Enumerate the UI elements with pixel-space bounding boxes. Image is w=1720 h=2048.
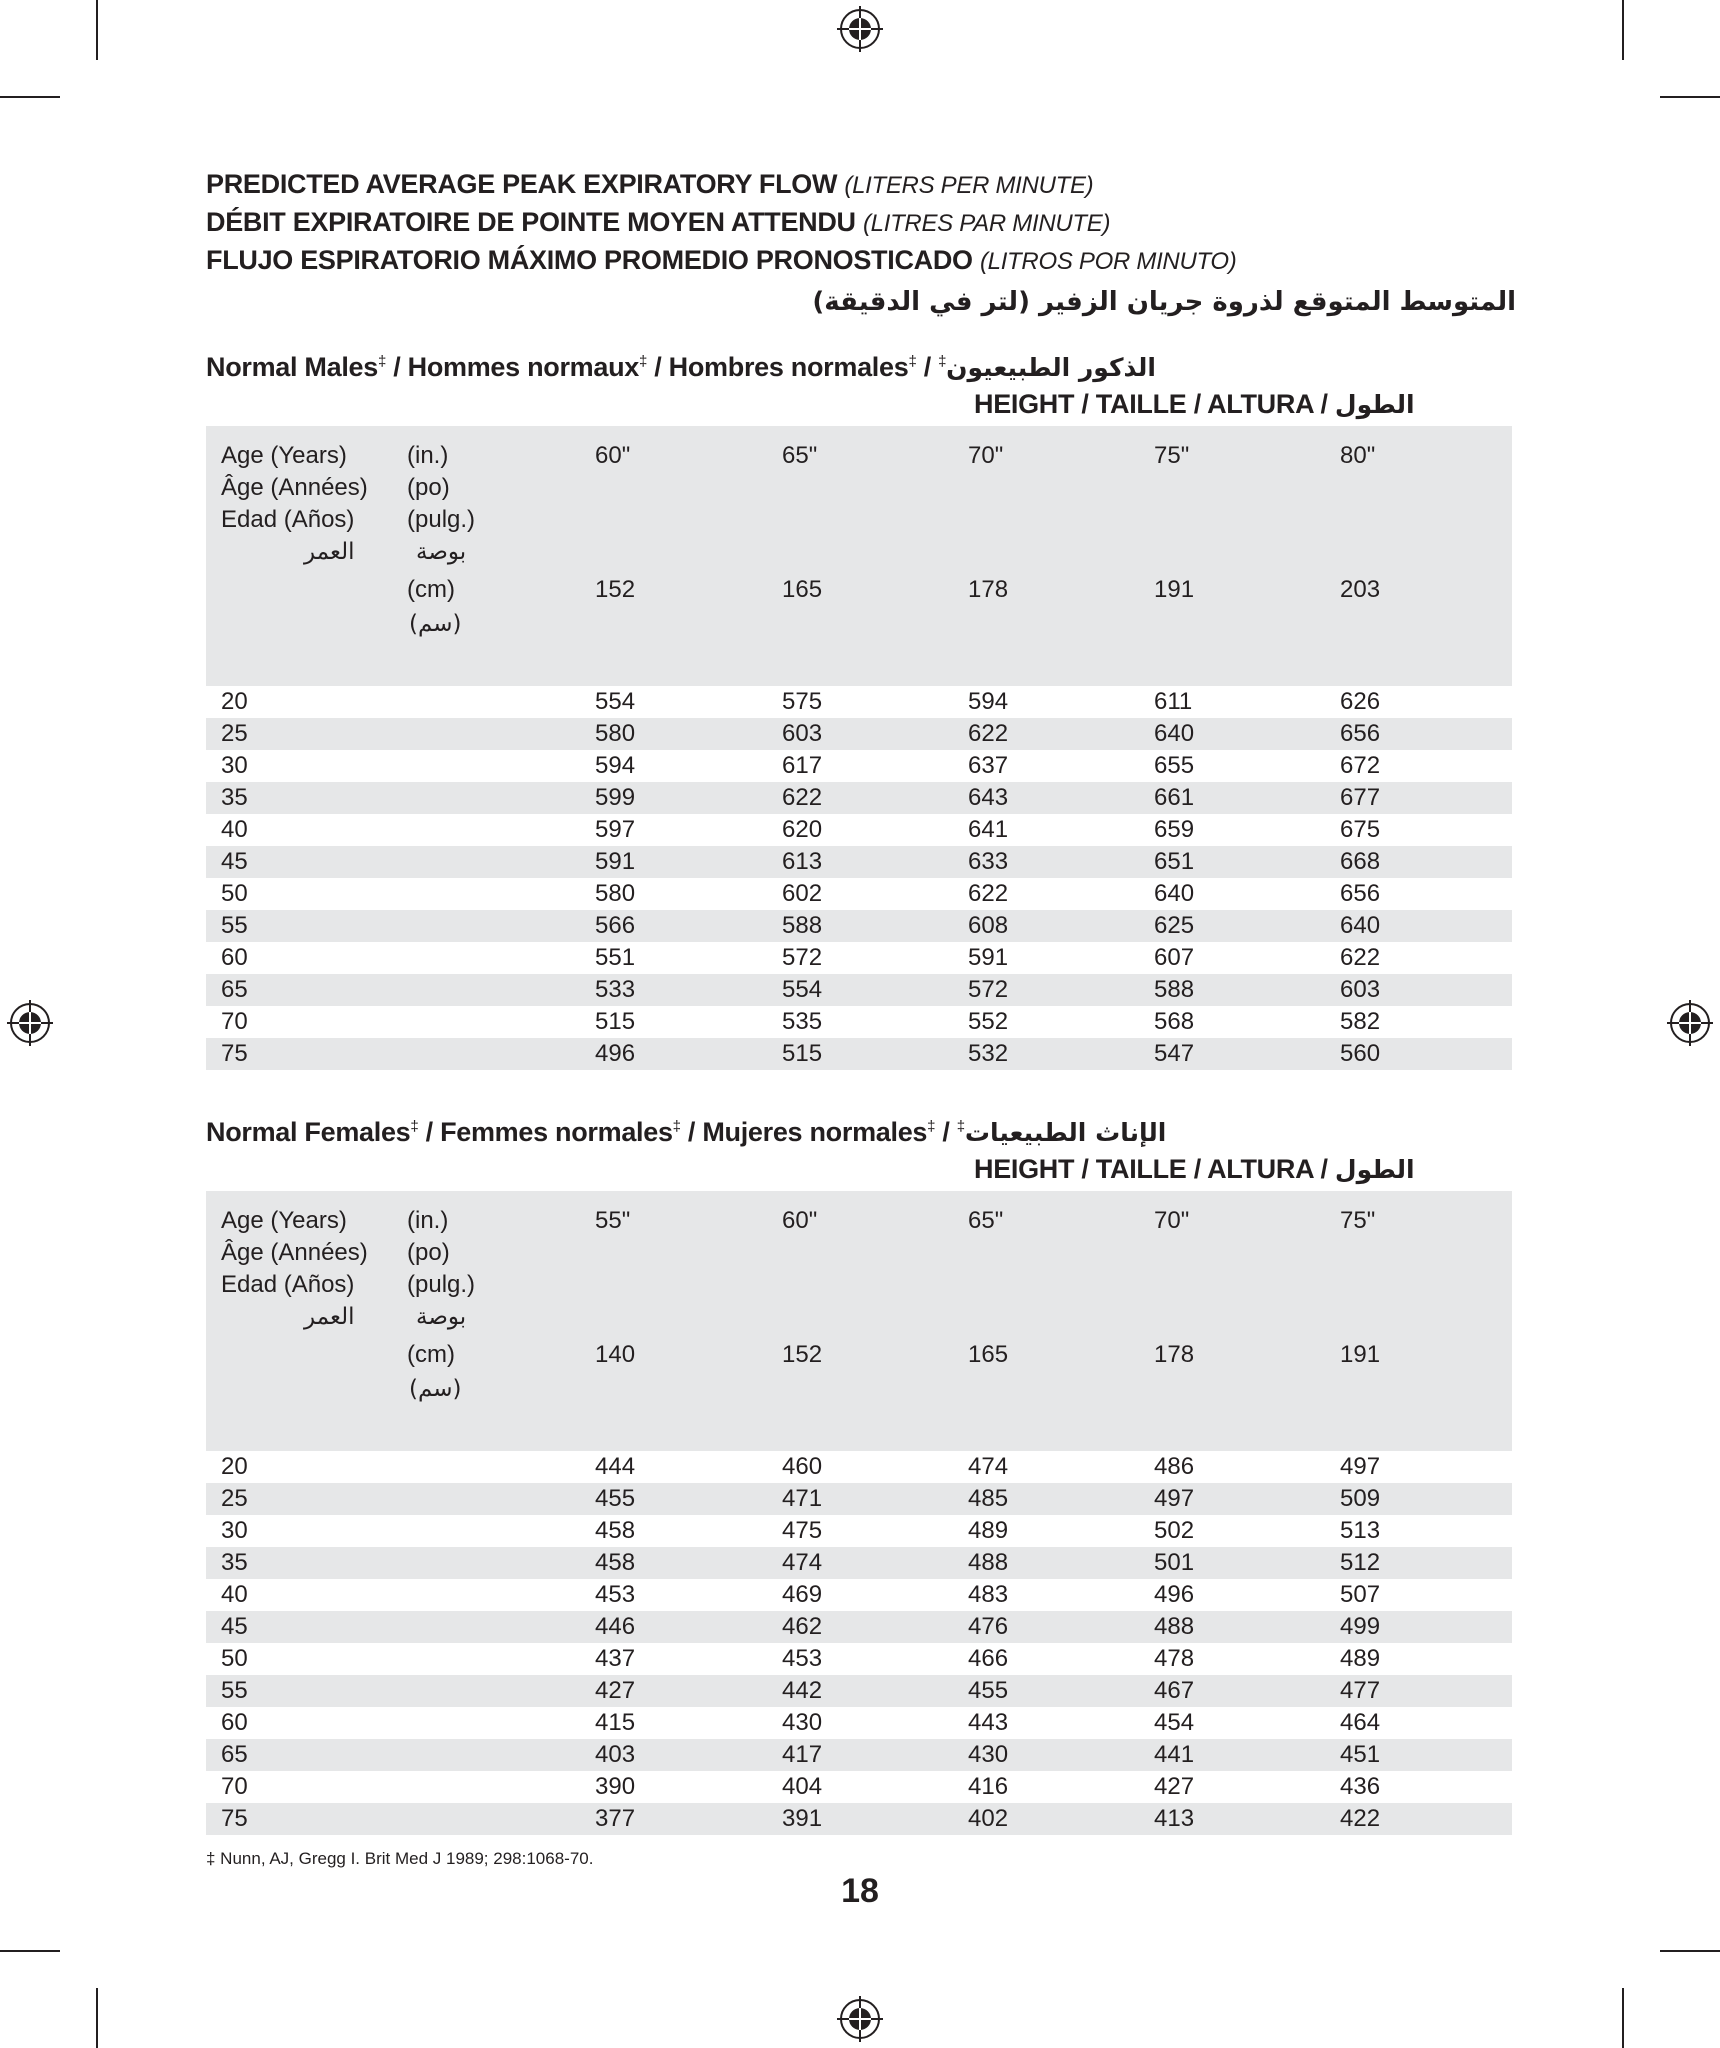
flow-value-cell: 568 [1154, 1008, 1195, 1035]
height-cm: 178 [1154, 1341, 1195, 1368]
flow-value-cell: 535 [782, 1008, 823, 1035]
flow-value-cell: 655 [1154, 752, 1195, 779]
age-cell: 75 [221, 1805, 248, 1832]
flow-value-cell: 474 [782, 1549, 823, 1576]
title-line-en: PREDICTED AVERAGE PEAK EXPIRATORY FLOW (LITERS PER MINUTE) [206, 169, 1094, 199]
flow-value-cell: 622 [1340, 944, 1381, 971]
flow-value-cell: 466 [968, 1645, 1009, 1672]
height-label-ar: الطول [1334, 390, 1415, 419]
flow-value-cell: 566 [595, 912, 636, 939]
table-row [206, 1643, 1512, 1675]
flow-value-cell: 668 [1340, 848, 1381, 875]
crop-mark [1660, 1950, 1720, 1952]
dagger: ‡ [938, 353, 947, 370]
age-cell: 60 [221, 1709, 248, 1736]
section-title: Normal Females‡ / Femmes normales‡ / Mujeres normales‡ / ‡الإناث الطبيعيات [206, 1117, 1167, 1147]
flow-value-cell: 464 [1340, 1709, 1381, 1736]
flow-value-cell: 474 [968, 1453, 1009, 1480]
dagger: ‡ [377, 353, 387, 370]
table-row [206, 1006, 1512, 1038]
table-row [206, 686, 1512, 718]
flow-value-cell: 496 [595, 1040, 636, 1067]
flow-value-cell: 515 [595, 1008, 636, 1035]
flow-value-cell: 651 [1154, 848, 1195, 875]
flow-value-cell: 560 [1340, 1040, 1381, 1067]
flow-value-cell: 402 [968, 1805, 1009, 1832]
flow-value-cell: 617 [782, 752, 823, 779]
unit-cm-label-ar: (سم) [409, 1376, 462, 1402]
table-header [206, 1191, 1512, 1451]
table-row [206, 1483, 1512, 1515]
table-row [206, 1451, 1512, 1483]
height-label-ar: الطول [1334, 1155, 1415, 1184]
age-label: Age (Years) [221, 1207, 347, 1234]
flow-value-cell: 489 [968, 1517, 1009, 1544]
unit-cm-label: (cm) [407, 576, 455, 603]
flow-value-cell: 496 [1154, 1581, 1195, 1608]
registration-mark-icon [837, 1996, 883, 2042]
unit-cm-label-ar: (سم) [409, 611, 462, 637]
flow-value-cell: 416 [968, 1773, 1009, 1800]
height-cm: 191 [1154, 576, 1195, 603]
crop-mark [0, 96, 60, 98]
flow-value-cell: 515 [782, 1040, 823, 1067]
flow-value-cell: 476 [968, 1613, 1009, 1640]
flow-value-cell: 430 [782, 1709, 823, 1736]
title-line-ar: المتوسط المتوقع لذروة جريان الزفير (لتر في الدقيقة) [812, 287, 1516, 317]
age-label: Age (Years) [221, 442, 347, 469]
flow-value-cell: 591 [968, 944, 1009, 971]
age-cell: 40 [221, 816, 248, 843]
height-inches: 65" [968, 1207, 1004, 1234]
title-line-fr: DÉBIT EXPIRATOIRE DE POINTE MOYEN ATTENDU (LITRES PAR MINUTE) [206, 207, 1111, 237]
crop-mark [96, 0, 98, 60]
height-inches: 70" [968, 442, 1004, 469]
flow-value-cell: 608 [968, 912, 1009, 939]
age-cell: 30 [221, 1517, 248, 1544]
section-title-es: Hombres normales [668, 352, 909, 382]
age-cell: 25 [221, 1485, 248, 1512]
age-cell: 70 [221, 1008, 248, 1035]
height-cm: 178 [968, 576, 1009, 603]
flow-value-cell: 656 [1340, 880, 1381, 907]
flow-value-cell: 599 [595, 784, 636, 811]
flow-value-cell: 572 [968, 976, 1009, 1003]
flow-value-cell: 453 [782, 1645, 823, 1672]
flow-value-cell: 640 [1340, 912, 1381, 939]
flow-value-cell: 533 [595, 976, 636, 1003]
flow-value-cell: 507 [1340, 1581, 1381, 1608]
flow-value-cell: 625 [1154, 912, 1195, 939]
height-inches: 75" [1340, 1207, 1376, 1234]
flow-value-cell: 451 [1340, 1741, 1381, 1768]
unit-inches-label: (po) [407, 474, 450, 501]
flow-value-cell: 471 [782, 1485, 823, 1512]
flow-value-cell: 377 [595, 1805, 636, 1832]
flow-value-cell: 497 [1340, 1453, 1381, 1480]
flow-value-cell: 417 [782, 1741, 823, 1768]
section-title-en: Normal Females [206, 1117, 411, 1147]
flow-value-cell: 659 [1154, 816, 1195, 843]
age-label-ar: العمر [304, 539, 355, 565]
table-row [206, 1771, 1512, 1803]
flow-value-cell: 442 [782, 1677, 823, 1704]
height-cm: 191 [1340, 1341, 1381, 1368]
flow-value-cell: 552 [968, 1008, 1009, 1035]
crop-mark [96, 1988, 98, 2048]
flow-value-cell: 501 [1154, 1549, 1195, 1576]
table-row [206, 1515, 1512, 1547]
height-cm: 203 [1340, 576, 1381, 603]
unit-cm-label: (cm) [407, 1341, 455, 1368]
height-label [206, 1147, 1512, 1191]
flow-value-cell: 437 [595, 1645, 636, 1672]
table-row [206, 814, 1512, 846]
age-cell: 60 [221, 944, 248, 971]
flow-value-cell: 594 [595, 752, 636, 779]
flow-value-cell: 613 [782, 848, 823, 875]
height-inches: 60" [595, 442, 631, 469]
age-cell: 65 [221, 1741, 248, 1768]
dagger: ‡ [672, 1118, 681, 1135]
flow-value-cell: 661 [1154, 784, 1195, 811]
flow-value-cell: 554 [782, 976, 823, 1003]
flow-value-cell: 441 [1154, 1741, 1195, 1768]
unit-inches-label: (pulg.) [407, 1271, 476, 1298]
flow-value-cell: 633 [968, 848, 1009, 875]
unit-inches-label: (pulg.) [407, 506, 476, 533]
height-cm: 152 [782, 1341, 823, 1368]
unit-inches-label: (in.) [407, 442, 449, 469]
height-cm: 165 [782, 576, 823, 603]
height-cm: 165 [968, 1341, 1009, 1368]
age-cell: 50 [221, 1645, 248, 1672]
flow-value-cell: 580 [595, 720, 636, 747]
unit-inches-label: (po) [407, 1239, 450, 1266]
height-inches: 65" [782, 442, 818, 469]
age-cell: 55 [221, 1677, 248, 1704]
dagger: ‡ [927, 1118, 936, 1135]
flow-value-cell: 422 [1340, 1805, 1381, 1832]
section-title-es: Mujeres normales [702, 1117, 928, 1147]
table-row [206, 718, 1512, 750]
flow-value-cell: 403 [595, 1741, 636, 1768]
dagger: ‡ [908, 353, 917, 370]
table-row [206, 1739, 1512, 1771]
age-cell: 50 [221, 880, 248, 907]
flow-value-cell: 485 [968, 1485, 1009, 1512]
age-cell: 55 [221, 912, 248, 939]
crop-mark [1622, 1988, 1624, 2048]
section-title: Normal Males‡ / Hommes normaux‡ / Hombres normales‡ / ‡الذكور الطبيعيون [206, 352, 1156, 382]
unit-inches-label-ar: بوصة [416, 1304, 467, 1330]
flow-value-cell: 391 [782, 1805, 823, 1832]
flow-value-cell: 626 [1340, 688, 1381, 715]
age-label: Edad (Años) [221, 1271, 355, 1298]
table-row [206, 1579, 1512, 1611]
section-title-fr: Femmes normales [440, 1117, 673, 1147]
flow-value-cell: 460 [782, 1453, 823, 1480]
table-row [206, 750, 1512, 782]
height-inches: 60" [782, 1207, 818, 1234]
flow-value-cell: 462 [782, 1613, 823, 1640]
crop-mark [1660, 96, 1720, 98]
table-row [206, 782, 1512, 814]
page-number: 18 [841, 1872, 879, 1910]
flow-value-cell: 404 [782, 1773, 823, 1800]
flow-value-cell: 478 [1154, 1645, 1195, 1672]
flow-value-cell: 455 [968, 1677, 1009, 1704]
flow-value-cell: 413 [1154, 1805, 1195, 1832]
age-cell: 65 [221, 976, 248, 1003]
flow-value-cell: 602 [782, 880, 823, 907]
height-inches: 55" [595, 1207, 631, 1234]
table-row [206, 1547, 1512, 1579]
age-cell: 35 [221, 1549, 248, 1576]
table-row [206, 974, 1512, 1006]
table-row [206, 878, 1512, 910]
flow-value-cell: 597 [595, 816, 636, 843]
dagger: ‡ [410, 1118, 419, 1135]
table-row [206, 1675, 1512, 1707]
flow-value-cell: 622 [968, 880, 1009, 907]
flow-value-cell: 643 [968, 784, 1009, 811]
table-row [206, 846, 1512, 878]
flow-value-cell: 547 [1154, 1040, 1195, 1067]
flow-value-cell: 427 [595, 1677, 636, 1704]
table-row [206, 1038, 1512, 1070]
flow-value-cell: 415 [595, 1709, 636, 1736]
dagger: ‡ [956, 1118, 965, 1135]
flow-value-cell: 640 [1154, 720, 1195, 747]
flow-value-cell: 430 [968, 1741, 1009, 1768]
height-label [206, 382, 1512, 426]
flow-value-cell: 458 [595, 1517, 636, 1544]
flow-value-cell: 509 [1340, 1485, 1381, 1512]
page-title [206, 166, 1516, 320]
flow-value-cell: 390 [595, 1773, 636, 1800]
age-label: Âge (Années) [221, 1239, 368, 1266]
flow-value-cell: 486 [1154, 1453, 1195, 1480]
section-title-ar: الإناث الطبيعيات [964, 1118, 1167, 1147]
flow-value-cell: 594 [968, 688, 1009, 715]
females-table-section [206, 1107, 1512, 1835]
age-cell: 70 [221, 1773, 248, 1800]
age-cell: 20 [221, 1453, 248, 1480]
table-row [206, 1803, 1512, 1835]
table-header [206, 426, 1512, 686]
registration-mark-icon [1667, 1000, 1713, 1046]
age-label-ar: العمر [304, 1304, 355, 1330]
height-inches: 70" [1154, 1207, 1190, 1234]
table-row [206, 942, 1512, 974]
flow-value-cell: 588 [782, 912, 823, 939]
section-title-fr: Hommes normaux [407, 352, 639, 382]
flow-value-cell: 512 [1340, 1549, 1381, 1576]
age-cell: 45 [221, 848, 248, 875]
flow-value-cell: 554 [595, 688, 636, 715]
registration-mark-icon [7, 1000, 53, 1046]
flow-value-cell: 580 [595, 880, 636, 907]
flow-value-cell: 591 [595, 848, 636, 875]
flow-value-cell: 427 [1154, 1773, 1195, 1800]
flow-value-cell: 603 [1340, 976, 1381, 1003]
flow-value-cell: 551 [595, 944, 636, 971]
flow-value-cell: 467 [1154, 1677, 1195, 1704]
crop-mark [1622, 0, 1624, 60]
flow-value-cell: 572 [782, 944, 823, 971]
height-cm: 140 [595, 1341, 636, 1368]
flow-value-cell: 637 [968, 752, 1009, 779]
flow-value-cell: 641 [968, 816, 1009, 843]
crop-mark [0, 1950, 60, 1952]
age-label: Âge (Années) [221, 474, 368, 501]
flow-value-cell: 611 [1154, 688, 1193, 715]
flow-value-cell: 444 [595, 1453, 636, 1480]
unit-inches-label-ar: بوصة [416, 539, 467, 565]
flow-value-cell: 575 [782, 688, 823, 715]
unit-inches-label: (in.) [407, 1207, 449, 1234]
age-cell: 20 [221, 688, 248, 715]
height-inches: 80" [1340, 442, 1376, 469]
age-label: Edad (Años) [221, 506, 355, 533]
flow-value-cell: 475 [782, 1517, 823, 1544]
flow-value-cell: 588 [1154, 976, 1195, 1003]
height-label-text: HEIGHT / TAILLE / ALTURA / [974, 389, 1328, 419]
males-table-section [206, 342, 1512, 1070]
section-title-en: Normal Males [206, 352, 378, 382]
flow-value-cell: 454 [1154, 1709, 1195, 1736]
age-cell: 35 [221, 784, 248, 811]
age-cell: 25 [221, 720, 248, 747]
flow-value-cell: 458 [595, 1549, 636, 1576]
dagger: ‡ [639, 353, 648, 370]
table-row [206, 1611, 1512, 1643]
height-cm: 152 [595, 576, 636, 603]
table-row [206, 1707, 1512, 1739]
age-cell: 45 [221, 1613, 248, 1640]
flow-value-cell: 656 [1340, 720, 1381, 747]
flow-value-cell: 640 [1154, 880, 1195, 907]
flow-value-cell: 677 [1340, 784, 1381, 811]
flow-value-cell: 455 [595, 1485, 636, 1512]
title-line-es: FLUJO ESPIRATORIO MÁXIMO PROMEDIO PRONOSTICADO (LITROS POR MINUTO) [206, 245, 1237, 275]
flow-value-cell: 622 [782, 784, 823, 811]
age-cell: 30 [221, 752, 248, 779]
flow-value-cell: 513 [1340, 1517, 1381, 1544]
flow-value-cell: 620 [782, 816, 823, 843]
age-cell: 40 [221, 1581, 248, 1608]
flow-value-cell: 488 [968, 1549, 1009, 1576]
flow-value-cell: 483 [968, 1581, 1009, 1608]
flow-value-cell: 477 [1340, 1677, 1381, 1704]
flow-value-cell: 446 [595, 1613, 636, 1640]
flow-value-cell: 502 [1154, 1517, 1195, 1544]
flow-value-cell: 607 [1154, 944, 1195, 971]
flow-value-cell: 497 [1154, 1485, 1195, 1512]
flow-value-cell: 603 [782, 720, 823, 747]
registration-mark-icon [837, 6, 883, 52]
table-row [206, 910, 1512, 942]
height-label-text: HEIGHT / TAILLE / ALTURA / [974, 1154, 1328, 1184]
flow-value-cell: 436 [1340, 1773, 1381, 1800]
footnote: ‡ Nunn, AJ, Gregg I. Brit Med J 1989; 298:1068-70. [206, 1849, 594, 1868]
height-inches: 75" [1154, 442, 1190, 469]
flow-value-cell: 453 [595, 1581, 636, 1608]
flow-value-cell: 532 [968, 1040, 1009, 1067]
flow-value-cell: 582 [1340, 1008, 1381, 1035]
flow-value-cell: 675 [1340, 816, 1381, 843]
flow-value-cell: 499 [1340, 1613, 1381, 1640]
flow-value-cell: 622 [968, 720, 1009, 747]
flow-value-cell: 469 [782, 1581, 823, 1608]
flow-value-cell: 488 [1154, 1613, 1195, 1640]
flow-value-cell: 443 [968, 1709, 1009, 1736]
age-cell: 75 [221, 1040, 248, 1067]
flow-value-cell: 672 [1340, 752, 1381, 779]
flow-value-cell: 489 [1340, 1645, 1381, 1672]
section-title-ar: الذكور الطبيعيون [946, 353, 1156, 382]
